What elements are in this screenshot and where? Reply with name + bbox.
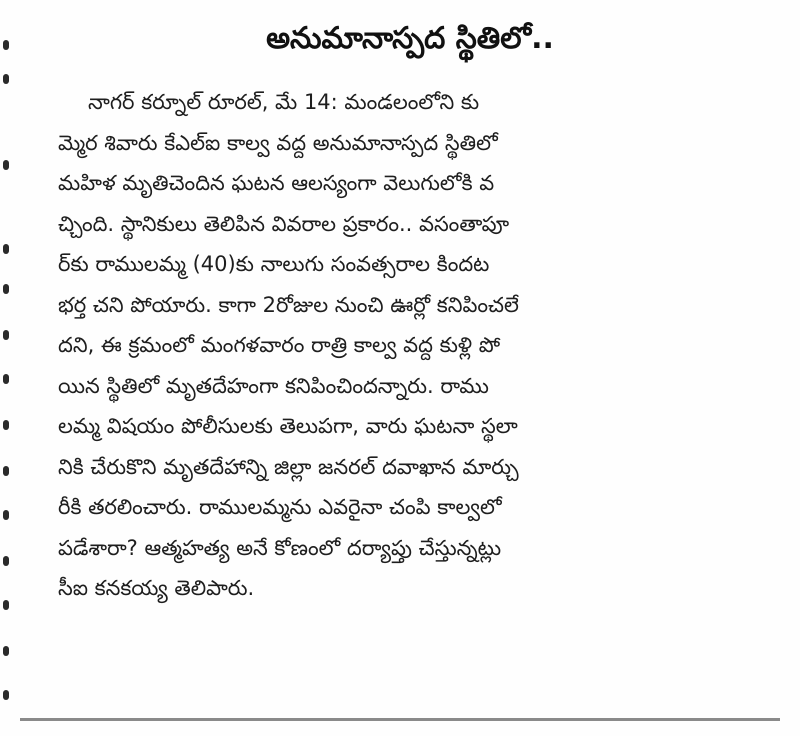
article-line: మ్మెర శివారు కేఎల్ఐ కాల్వ వద్ద అనుమానాస్పద స్థితిలో	[58, 130, 498, 155]
article-line: దని, ఈ క్రమంలో మంగళవారం రాత్రి కాల్వ వద్ద కుళ్లి పో	[58, 333, 501, 357]
edge-mark	[3, 330, 9, 340]
edge-mark	[3, 466, 9, 476]
edge-mark	[3, 74, 9, 84]
edge-mark	[3, 646, 9, 656]
article-line: భర్త చని పోయారు. కాగా 2రోజుల నుంచి ఊర్లో కనిపించలే	[58, 292, 519, 317]
bottom-divider	[20, 718, 780, 721]
edge-mark	[3, 420, 9, 430]
article-line: పడేశారా? ఆత్మహత్య అనే కోణంలో దర్యాప్తు చేస్తున్నట్లు	[58, 535, 502, 560]
edge-mark	[3, 510, 9, 520]
article-line: రీకి తరలించారు. రాములమ్మను ఎవరైనా చంపి కాల్వలో	[58, 495, 502, 519]
edge-mark	[3, 244, 9, 254]
edge-mark	[3, 374, 9, 384]
article-body	[58, 82, 778, 609]
article-headline: అనుమానాస్పద స్థితిలో..	[266, 21, 554, 56]
edge-mark	[3, 40, 9, 50]
edge-mark	[3, 556, 9, 566]
article-line: నాగర్ కర్నూల్ రూరల్, మే 14: మండలంలోని కు	[88, 90, 480, 114]
article-line: లమ్మ విషయం పోలీసులకు తెలుపగా, వారు ఘటనా స్థలా	[58, 414, 518, 438]
article-line: చ్చింది. స్థానికులు తెలిపిన వివరాల ప్రకారం.. వసంతాపూ	[58, 211, 510, 236]
edge-mark	[3, 600, 9, 610]
left-edge-margin	[0, 0, 14, 736]
article-line: యిన స్థితిలో మృతదేహంగా కనిపించిందన్నారు. రాము	[58, 373, 489, 398]
edge-mark	[3, 284, 9, 294]
edge-mark	[3, 160, 9, 170]
article-line: నికి చేరుకొని మృతదేహాన్ని జిల్లా జనరల్ దవాఖాన మార్చు	[58, 454, 519, 479]
edge-mark	[3, 690, 9, 700]
article-line: ర్‌కు రాములమ్మ (40)కు నాలుగు సంవత్సరాల కిందట	[58, 252, 490, 276]
article-line: సీఐ కనకయ్య తెలిపారు.	[58, 576, 255, 600]
article-line: మహిళ మృతిచెందిన ఘటన ఆలస్యంగా వెలుగులోకి వ	[58, 171, 495, 195]
